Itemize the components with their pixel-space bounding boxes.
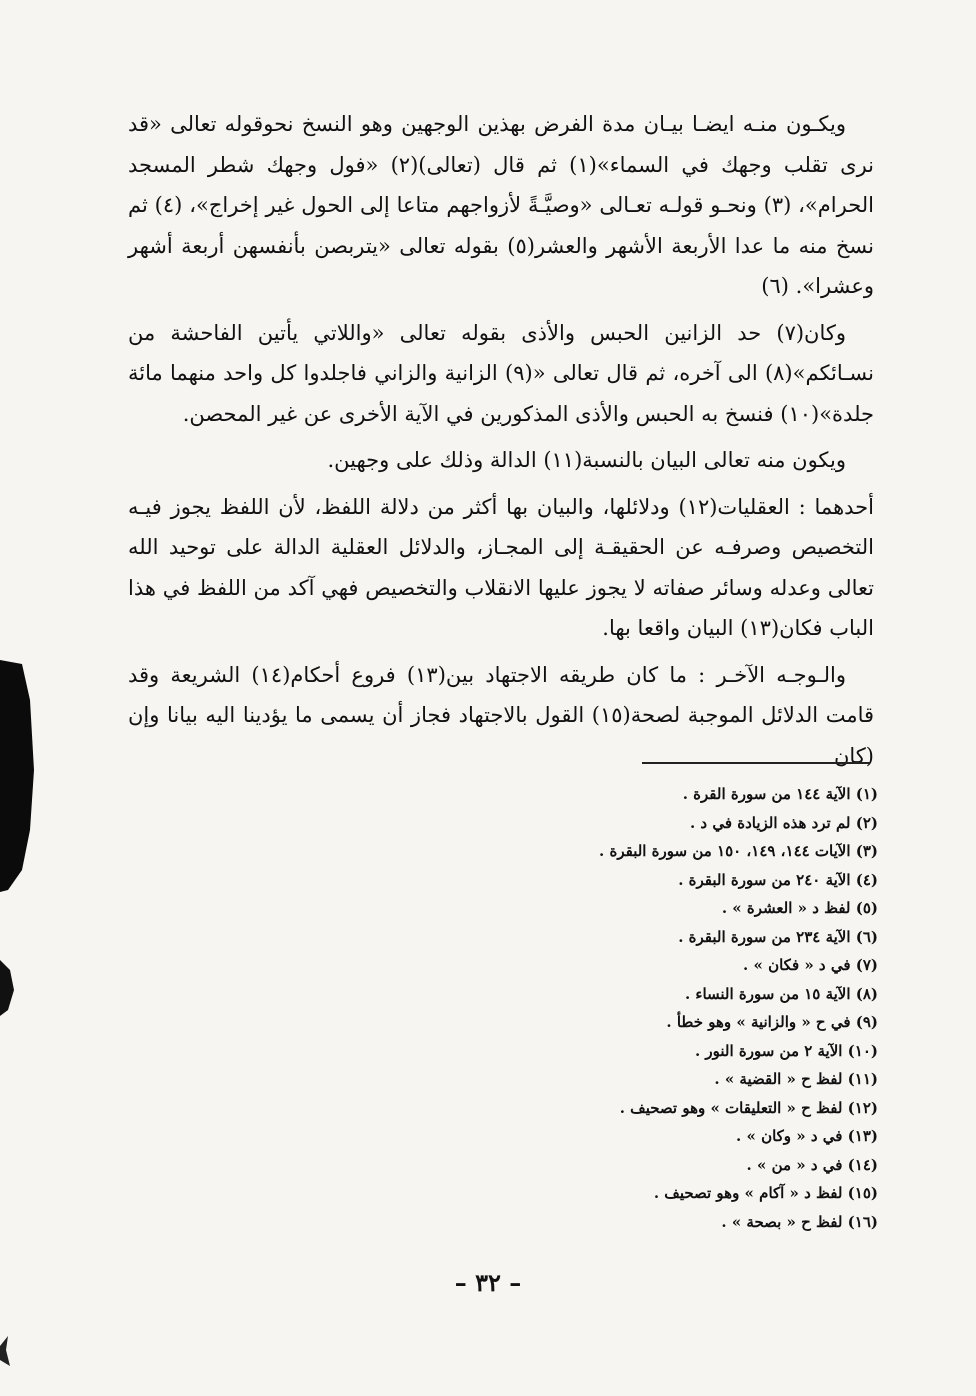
paragraph-5: والـوجـه الآخـر : ما كان طريقه الاجتهاد بين(١٣) فروع أحكام(١٤) الشريعة وقد قامت الدلائل الموجبة لصحة(١٥) القول بالاجتهاد فجاز أن يسمى ما يؤدينا اليه بيانا وإن (كان — [128, 662, 875, 768]
footnote-6: (٦) الآية ٢٣٤ من سورة البقرة . — [678, 927, 878, 946]
footnote-16: (١٦) لفظ ح « بصحة » . — [721, 1212, 878, 1231]
footnote-1: (١) الآية ١٤٤ من سورة القرة . — [682, 785, 878, 803]
paragraph-2: وكان(٧) حد الزانين الحبس والأذى بقوله تعالى «واللاتي يأتين الفاحشة من نسـائكم»(٨) الى آخره، ثم قال تعالى «(٩) الزانية والزاني فاجلدوا كل واحد منهما مائة جلدة»(١٠) فنسخ به الحبس والأذى المذكورين في الآية الأخرى عن غير المحصن. — [128, 320, 875, 426]
footnote-12: (١٢) لفظ ح « التعليقات » وهو تصحيف . — [619, 1098, 878, 1117]
page-number: – ٣٢ – — [454, 1268, 522, 1297]
footnote-15: (١٥) لفظ د « آكام » وهو تصحيف . — [653, 1184, 878, 1202]
footnote-5: (٥) لفظ د « العشرة » . — [721, 899, 878, 917]
footnote-separator — [642, 762, 870, 764]
paragraph-3: ويكون منه تعالى البيان بالنسبة(١١) الدالة وذلك على وجهين. — [327, 448, 846, 472]
scan-edge-shadow — [0, 660, 40, 1100]
footnote-7: (٧) في د « فكان » . — [743, 956, 878, 974]
main-text — [128, 104, 874, 782]
footnote-10: (١٠) الآية ٢ من سورة النور . — [694, 1041, 878, 1060]
footnote-9: (٩) في ح « والزانية » وهو خطأ . — [666, 1013, 878, 1031]
footnote-11: (١١) لفظ ح « القضية » . — [714, 1070, 878, 1088]
footnote-13: (١٣) في د « وكان » . — [736, 1127, 878, 1145]
footnote-14: (١٤) في د « من » . — [746, 1155, 878, 1174]
footnote-4: (٤) الآية ٢٤٠ من سورة البقرة . — [678, 870, 878, 889]
paragraph-4: أحدهما : العقليات(١٢) ودلائلها، والبيان بها أكثر من دلالة اللفظ، لأن اللفظ يجوز فيـه التخصيص وصرفـه عن الحقيقـة إلى المجـاز، والدلائل العقلية الدالة على توحيد الله تعالى وعدله وسائر صفاته لا يجوز عليها الانقلاب والتخصيص فهي آكد من اللفظ في هذا الباب فكان(١٣) البيان واقعا بها. — [128, 494, 874, 640]
footnote-3: (٣) الآيات ١٤٤، ١٤٩، ١٥٠ من سورة البقرة . — [599, 842, 878, 860]
footnote-8: (٨) الآية ١٥ من سورة النساء . — [684, 984, 878, 1003]
scan-edge-mark — [0, 1336, 14, 1366]
paragraph-1: ويكـون منـه ايضـا بيـان مدة الفرض بهذين الوجهين وهو النسخ نحوقوله تعالى «قد نرى تقلب وجهك في السماء»(١) ثم قال (تعالى)(٢) «فول وجهك شطر المسجد الحرام»، (٣) ونحـو قولـه تعـالى «وصيَّـةً لأزواجهم متاعا إلى الحول غير إخراج»، (٤) ثم نسخ منه ما عدا الأربعة الأشهر والعشر(٥) بقوله تعالى «يتربصن بأنفسهن أربعة أشهر وعشرا». (٦) — [128, 112, 875, 298]
footnote-2: (٢) لم ترد هذه الزيادة في د . — [689, 813, 878, 832]
footnotes-list — [400, 780, 878, 1236]
